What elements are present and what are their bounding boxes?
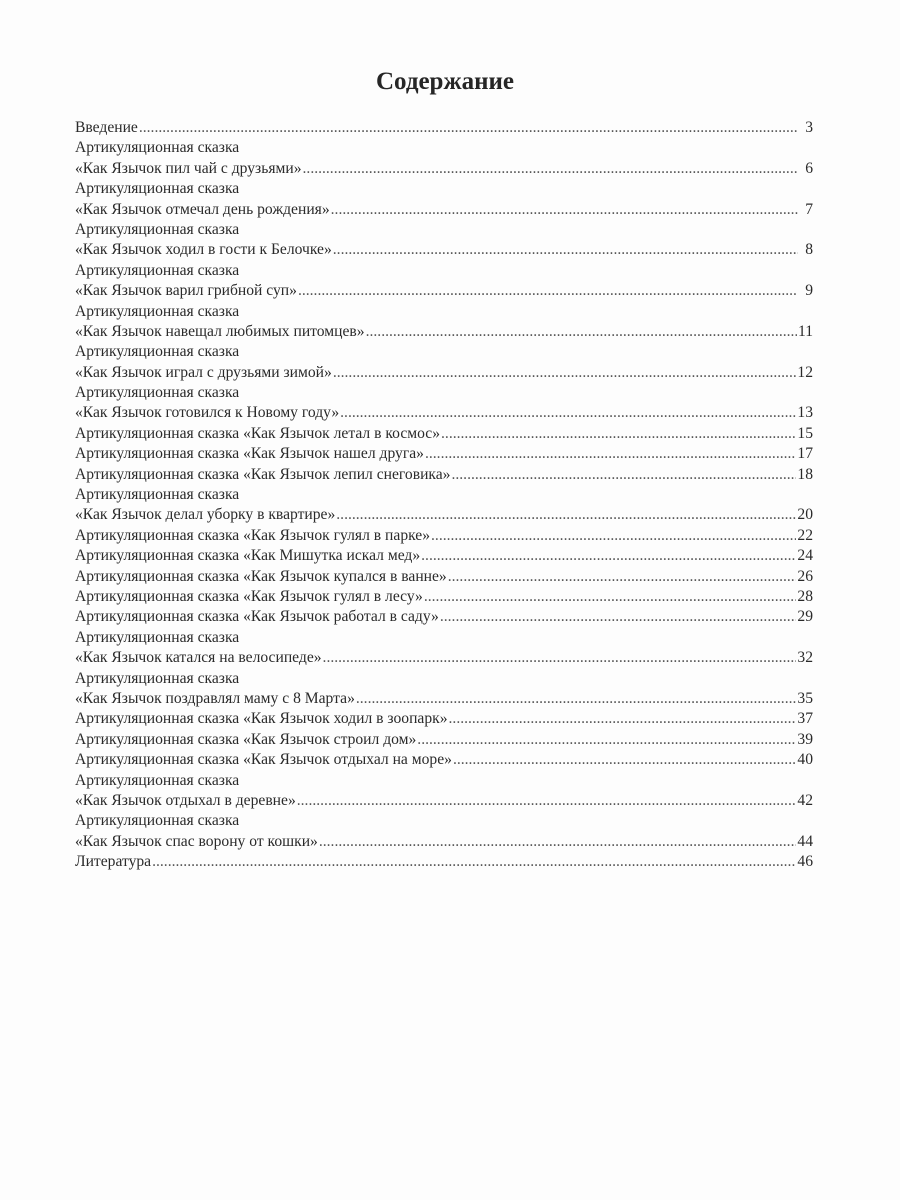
- toc-entry-title: «Как Язычок играл с друзьями зимой»: [75, 363, 332, 381]
- toc-page-number: 29: [797, 608, 813, 626]
- toc-entry-title: «Как Язычок спас ворону от кошки»: [75, 832, 318, 850]
- toc-entry-heading: Артикуляционная сказка: [75, 669, 240, 687]
- toc-entry-title: Артикуляционная сказка «Как Язычок гулял в парке»: [75, 526, 431, 544]
- toc-page-number: 28: [797, 587, 813, 605]
- toc-page-number: 24: [797, 547, 813, 565]
- toc-page-number: 20: [797, 506, 813, 524]
- toc-page-number: 44: [797, 832, 813, 850]
- dot-leader: [333, 240, 798, 260]
- toc-entry-title: «Как Язычок делал уборку в квартире»: [75, 506, 336, 524]
- toc-entry-title: Артикуляционная сказка «Как Язычок купался в ванне»: [75, 567, 447, 585]
- toc-entry: [75, 138, 813, 179]
- toc-entry: [75, 730, 813, 750]
- toc-page-number: 3: [805, 119, 813, 136]
- toc-entry: [75, 526, 813, 546]
- toc-entry: [75, 444, 813, 464]
- toc-entry-heading: Артикуляционная сказка: [75, 812, 240, 830]
- toc-entry-row: [75, 689, 813, 709]
- toc-page-number: 26: [797, 567, 813, 585]
- toc-entry: [75, 302, 813, 343]
- toc-entry-heading: Артикуляционная сказка: [75, 302, 240, 320]
- toc-entry-row: [75, 648, 813, 668]
- toc-entry: [75, 607, 813, 627]
- toc-page-number: 9: [805, 282, 813, 300]
- toc-entry-title: «Как Язычок навещал любимых питомцев»: [75, 322, 365, 340]
- dot-leader: [323, 648, 797, 668]
- dot-leader: [421, 546, 796, 566]
- toc-entry-row: [75, 546, 813, 566]
- toc-entry: [75, 485, 813, 526]
- toc-entry: [75, 546, 813, 566]
- toc-page-number: 13: [797, 404, 813, 422]
- toc-entry: [75, 669, 813, 710]
- toc-entry-row: [75, 567, 813, 587]
- dot-leader: [297, 791, 797, 811]
- toc-entry-title: «Как Язычок отдыхал в деревне»: [75, 791, 296, 809]
- toc-entry: [75, 424, 813, 444]
- dot-leader: [139, 118, 798, 138]
- toc-page-number: 11: [797, 322, 813, 340]
- toc-entry-heading: Артикуляционная сказка: [75, 220, 240, 238]
- toc-page-number: 15: [797, 424, 813, 442]
- toc-page-number: 6: [805, 159, 813, 177]
- toc-page-number: 35: [797, 689, 813, 707]
- toc-entry-title: «Как Язычок ходил в гости к Белочке»: [75, 241, 332, 259]
- toc-entry-row: [75, 200, 813, 220]
- toc-entry: [75, 709, 813, 729]
- toc-entry: [75, 220, 813, 261]
- toc-entry-title: Артикуляционная сказка «Как Язычок лепил снеговика»: [75, 465, 451, 483]
- dot-leader: [366, 322, 797, 342]
- toc-entry-title: Введение: [75, 119, 138, 136]
- dot-leader: [303, 159, 798, 179]
- toc-entry: [75, 750, 813, 770]
- toc-entry-title: Артикуляционная сказка «Как Мишутка искал мед»: [75, 547, 421, 565]
- dot-leader: [356, 689, 797, 709]
- toc-entry-title: «Как Язычок готовился к Новому году»: [75, 404, 340, 422]
- toc-entry-row: [75, 240, 813, 260]
- toc-entry-row: [75, 709, 813, 729]
- dot-leader: [424, 587, 797, 607]
- toc-entry-row: [75, 730, 813, 750]
- toc-entry-title: «Как Язычок варил грибной суп»: [75, 282, 297, 300]
- page-title: Содержание: [375, 68, 514, 95]
- toc-page-number: 8: [805, 241, 813, 259]
- toc-entry-title: Артикуляционная сказка «Как Язычок нашел друга»: [75, 445, 424, 463]
- toc-entry: [75, 628, 813, 669]
- toc-entry: [75, 465, 813, 485]
- toc-entry-row: [75, 852, 813, 872]
- toc-entry: [75, 771, 813, 812]
- dot-leader: [449, 709, 797, 729]
- toc-entry-row: [75, 159, 813, 179]
- toc-entry-title: Артикуляционная сказка «Как Язычок ходил в зоопарк»: [75, 710, 448, 728]
- toc-entry-heading: Артикуляционная сказка: [75, 139, 240, 157]
- toc-entry-heading: Артикуляционная сказка: [75, 771, 240, 789]
- toc-entry-row: [75, 750, 813, 770]
- toc-entry-title: Литература: [75, 853, 152, 871]
- dot-leader: [451, 465, 796, 485]
- toc-entry-heading: Артикуляционная сказка: [75, 261, 240, 279]
- toc-entry-row: [75, 832, 813, 852]
- dot-leader: [440, 607, 797, 627]
- toc-page-number: 40: [797, 751, 813, 769]
- toc-entry-title: Артикуляционная сказка «Как Язычок летал в космос»: [75, 424, 441, 442]
- dot-leader: [336, 505, 796, 525]
- toc-entry: [75, 261, 813, 302]
- table-of-contents: [75, 118, 813, 872]
- toc-entry-title: «Как Язычок пил чай с друзьями»: [75, 159, 302, 177]
- toc-entry: [75, 118, 813, 138]
- toc-page-number: 7: [805, 200, 813, 218]
- toc-entry-row: [75, 403, 813, 423]
- toc-entry-title: «Как Язычок катался на велосипеде»: [75, 649, 322, 667]
- toc-entry: [75, 852, 813, 872]
- toc-entry-title: Артикуляционная сказка «Как Язычок гулял в лесу»: [75, 587, 423, 605]
- toc-page-number: 37: [797, 710, 813, 728]
- toc-entry-title: «Как Язычок поздравлял маму с 8 Марта»: [75, 689, 355, 707]
- toc-page-number: 39: [797, 730, 813, 748]
- dot-leader: [448, 567, 797, 587]
- dot-leader: [319, 832, 797, 852]
- dot-leader: [431, 526, 796, 546]
- toc-entry-heading: Артикуляционная сказка: [75, 384, 240, 402]
- toc-page-number: 12: [797, 363, 813, 381]
- toc-entry: [75, 342, 813, 383]
- dot-leader: [331, 200, 798, 220]
- toc-entry-row: [75, 444, 813, 464]
- toc-entry-row: [75, 281, 813, 301]
- dot-leader: [340, 403, 796, 423]
- toc-entry-heading: Артикуляционная сказка: [75, 486, 240, 504]
- toc-page-number: 18: [797, 465, 813, 483]
- toc-entry-row: [75, 118, 813, 138]
- toc-entry: [75, 587, 813, 607]
- toc-entry: [75, 811, 813, 852]
- toc-entry-heading: Артикуляционная сказка: [75, 343, 240, 361]
- toc-entry: [75, 567, 813, 587]
- toc-page-number: 42: [797, 791, 813, 809]
- toc-entry-heading: Артикуляционная сказка: [75, 180, 240, 198]
- dot-leader: [441, 424, 796, 444]
- dot-leader: [417, 730, 796, 750]
- toc-entry-row: [75, 505, 813, 525]
- toc-entry: [75, 179, 813, 220]
- dot-leader: [298, 281, 798, 301]
- dot-leader: [425, 444, 796, 464]
- toc-entry-row: [75, 526, 813, 546]
- toc-page-number: 46: [797, 853, 813, 871]
- toc-entry-title: «Как Язычок отмечал день рождения»: [75, 200, 330, 218]
- toc-page-number: 17: [797, 445, 813, 463]
- toc-entry-row: [75, 363, 813, 383]
- toc-entry-row: [75, 587, 813, 607]
- dot-leader: [453, 750, 796, 770]
- toc-entry-row: [75, 791, 813, 811]
- dot-leader: [333, 363, 797, 383]
- toc-entry-row: [75, 607, 813, 627]
- toc-entry: [75, 383, 813, 424]
- toc-entry-heading: Артикуляционная сказка: [75, 628, 240, 646]
- toc-entry-title: Артикуляционная сказка «Как Язычок строил дом»: [75, 730, 417, 748]
- toc-entry-row: [75, 424, 813, 444]
- toc-page-number: 32: [797, 649, 813, 667]
- toc-entry-title: Артикуляционная сказка «Как Язычок отдыхал на море»: [75, 751, 452, 769]
- toc-entry-row: [75, 322, 813, 342]
- toc-entry-row: [75, 465, 813, 485]
- toc-page-number: 22: [797, 526, 813, 544]
- dot-leader: [152, 852, 796, 872]
- toc-entry-title: Артикуляционная сказка «Как Язычок работал в саду»: [75, 608, 439, 626]
